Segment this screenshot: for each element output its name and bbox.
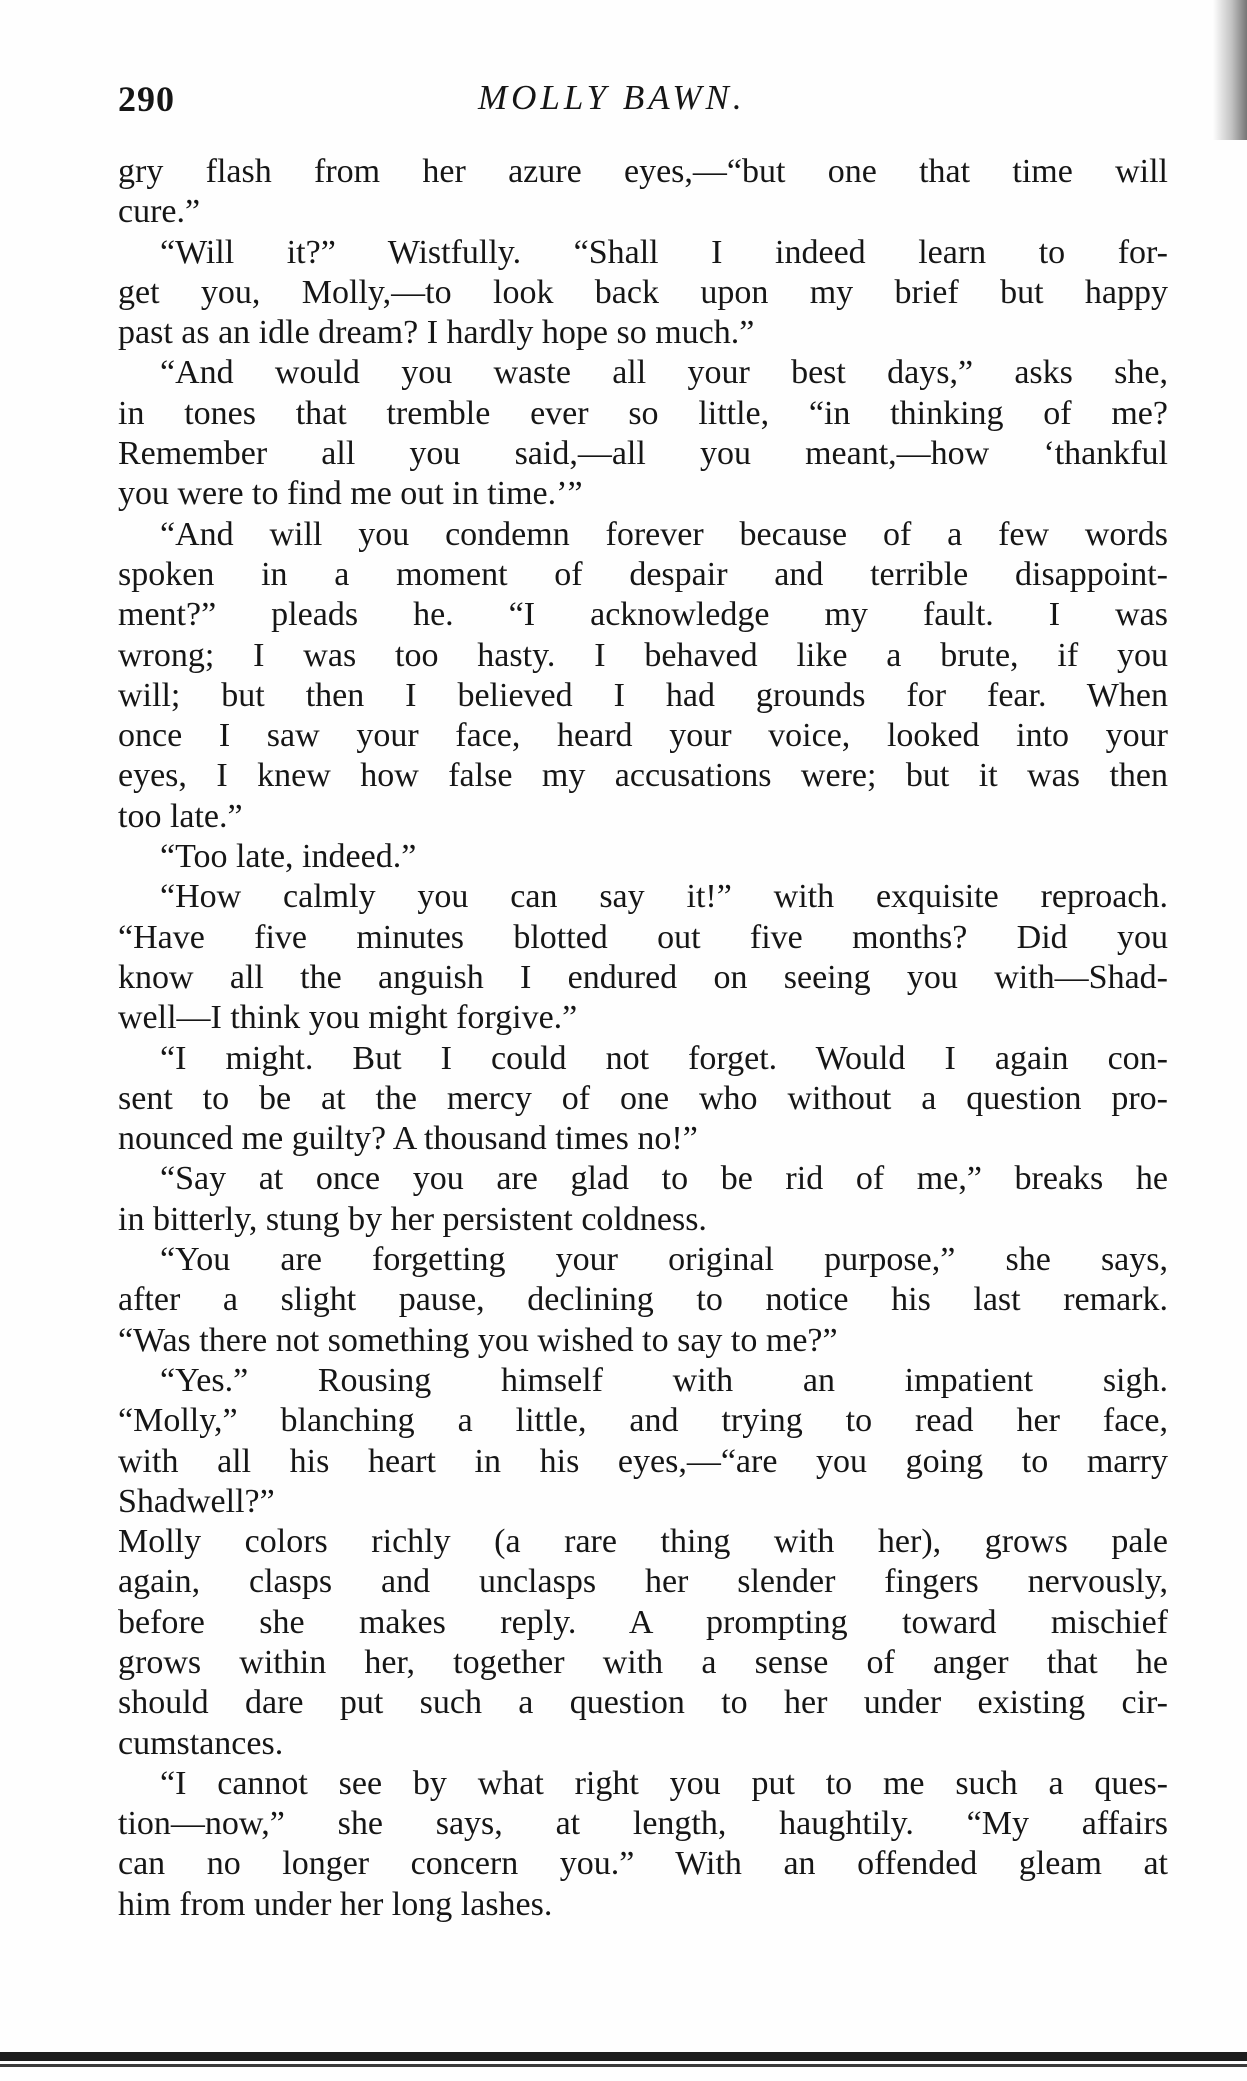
text-line: “And would you waste all your best days,” asks she, <box>160 354 1168 392</box>
text-line: “You are forgetting your original purpose,” she says, <box>160 1241 1168 1279</box>
text-line: once I saw your face, heard your voice, looked into your <box>118 717 1168 755</box>
text-line: should dare put such a question to her under existing cir- <box>118 1684 1168 1722</box>
text-line: “Have five minutes blotted out five months? Did you <box>118 918 1168 956</box>
bottom-rule <box>0 2052 1247 2061</box>
text-line: “Will it?” Wistfully. “Shall I indeed learn to for- <box>160 233 1168 271</box>
text-line: him from under her long lashes. <box>118 1885 553 1923</box>
page-edge-shadow <box>1213 0 1247 140</box>
text-line: “And will you condemn forever because of a few words <box>160 515 1168 553</box>
text-line: “Say at once you are glad to be rid of me,” breaks he <box>160 1160 1168 1198</box>
text-line: “Was there not something you wished to say to me?” <box>118 1321 838 1359</box>
text-line: will; but then I believed I had grounds for fear. When <box>118 676 1168 714</box>
text-line: “Too late, indeed.” <box>160 838 417 876</box>
text-line: “I might. But I could not forget. Would I again con- <box>160 1039 1168 1077</box>
text-line: well—I think you might forgive.” <box>118 999 578 1037</box>
text-line: you were to find me out in time.’” <box>118 475 583 513</box>
text-line: gry flash from her azure eyes,—“but one that time will <box>118 153 1168 190</box>
text-line: Molly colors richly (a rare thing with her), grows pale <box>118 1523 1168 1561</box>
text-line: too late.” <box>118 797 243 835</box>
text-line: in tones that tremble ever so little, “in thinking of me? <box>118 394 1168 432</box>
text-line: “Molly,” blanching a little, and trying to read her face, <box>118 1402 1168 1440</box>
text-line: Shadwell?” <box>118 1482 275 1520</box>
text-line: past as an idle dream? I hardly hope so much.” <box>118 314 755 352</box>
text-line: with all his heart in his eyes,—“are you going to marry <box>118 1442 1168 1480</box>
text-line: nounced me guilty? A thousand times no!” <box>118 1120 698 1158</box>
text-line: cure.” <box>118 193 201 231</box>
text-line: “Yes.” Rousing himself with an impatient sigh. <box>160 1361 1168 1399</box>
bottom-rule-thin <box>0 2064 1247 2067</box>
text-line: get you, Molly,—to look back upon my brief but happy <box>118 273 1168 311</box>
text-line: Remember all you said,—all you meant,—how ‘thankful <box>118 435 1168 473</box>
page-number: 290 <box>118 79 175 119</box>
text-line: spoken in a moment of despair and terrible disappoint- <box>118 555 1168 593</box>
text-line: before she makes reply. A prompting toward mischief <box>118 1603 1168 1641</box>
text-line: cumstances. <box>118 1724 284 1762</box>
running-title: MOLLY BAWN. <box>478 78 746 117</box>
text-line: sent to be at the mercy of one who without a question pro- <box>118 1079 1168 1117</box>
text-line: in bitterly, stung by her persistent coldness. <box>118 1200 707 1238</box>
text-line: grows within her, together with a sense of anger that he <box>118 1643 1168 1681</box>
text-line: again, clasps and unclasps her slender fingers nervously, <box>118 1563 1168 1601</box>
text-line: wrong; I was too hasty. I behaved like a brute, if you <box>118 636 1168 674</box>
text-line: know all the anguish I endured on seeing you with—Shad- <box>118 958 1168 996</box>
text-line: “I cannot see by what right you put to me such a ques- <box>160 1764 1168 1802</box>
text-line: can no longer concern you.” With an offended gleam at <box>118 1845 1168 1883</box>
text-line: after a slight pause, declining to notice his last remark. <box>118 1281 1168 1319</box>
text-line: “How calmly you can say it!” with exquisite reproach. <box>160 878 1168 916</box>
text-line: tion—now,” she says, at length, haughtily. “My affairs <box>118 1805 1168 1843</box>
text-line: eyes, I knew how false my accusations were; but it was then <box>118 757 1168 795</box>
page-header <box>118 78 1168 128</box>
text-line: ment?” pleads he. “I acknowledge my fault. I was <box>118 596 1168 634</box>
body-text <box>118 152 1168 1925</box>
